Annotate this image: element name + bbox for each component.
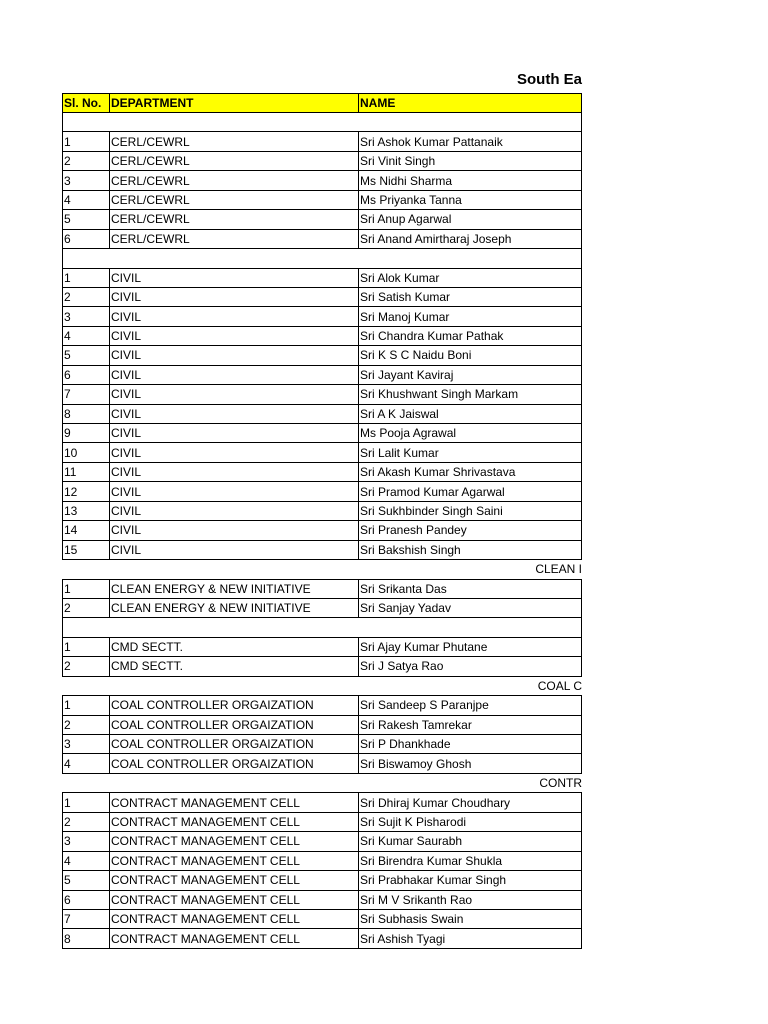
name-cell: Sri Lalit Kumar <box>360 445 439 460</box>
department-table <box>62 93 582 949</box>
department-cell: CONTRACT MANAGEMENT CELL <box>110 891 359 909</box>
sl-no-cell: 12 <box>63 482 110 500</box>
sl-no-cell: 5 <box>63 346 110 364</box>
table-row <box>62 657 582 676</box>
table-row <box>62 735 582 754</box>
department-cell: CONTRACT MANAGEMENT CELL <box>110 793 359 811</box>
name-cell: Sri P Dhankhade <box>360 737 451 752</box>
table-row <box>62 443 582 462</box>
department-cell: CERL/CEWRL <box>110 132 359 150</box>
name-cell: Sri Ashish Tyagi <box>360 931 446 946</box>
department-cell: COAL CONTROLLER ORGAIZATION <box>110 754 359 772</box>
name-cell: Sri Anup Agarwal <box>360 212 452 227</box>
blank-row <box>62 249 582 268</box>
section-banner-row <box>62 774 582 793</box>
table-row <box>62 191 582 210</box>
sl-no-cell: 4 <box>63 852 110 870</box>
name-cell: Sri Subhasis Swain <box>360 912 464 927</box>
department-cell: COAL CONTROLLER ORGAIZATION <box>110 696 359 714</box>
table-header-row <box>62 93 582 113</box>
department-cell: CIVIL <box>110 541 359 559</box>
table-row <box>62 891 582 910</box>
sl-no-cell: 8 <box>63 405 110 423</box>
name-cell: Sri Bakshish Singh <box>360 542 461 557</box>
table-row <box>62 832 582 851</box>
table-row <box>62 599 582 618</box>
department-cell: CONTRACT MANAGEMENT CELL <box>110 929 359 947</box>
header-name: NAME <box>360 96 396 110</box>
table-row <box>62 521 582 540</box>
name-cell: Sri Ajay Kumar Phutane <box>360 640 488 655</box>
name-cell: Sri Satish Kumar <box>360 290 451 305</box>
sl-no-cell: 1 <box>63 132 110 150</box>
table-row <box>62 171 582 190</box>
department-cell: CMD SECTT. <box>110 657 359 675</box>
table-row <box>62 269 582 288</box>
sl-no-cell: 6 <box>63 366 110 384</box>
name-cell: Sri Jayant Kaviraj <box>360 367 454 382</box>
sl-no-cell: 1 <box>63 580 110 598</box>
name-cell: Sri K S C Naidu Boni <box>360 348 472 363</box>
sl-no-cell: 3 <box>63 735 110 753</box>
section-banner-text: COAL C <box>537 678 582 693</box>
name-cell: Sri Akash Kumar Shrivastava <box>360 465 516 480</box>
department-cell: CMD SECTT. <box>110 638 359 656</box>
sl-no-cell: 15 <box>63 541 110 559</box>
table-row <box>62 638 582 657</box>
header-sl-no: Sl. No. <box>63 94 110 112</box>
sl-no-cell: 3 <box>63 307 110 325</box>
sl-no-cell: 4 <box>63 754 110 772</box>
sl-no-cell: 1 <box>63 793 110 811</box>
name-cell: Sri Pranesh Pandey <box>360 523 467 538</box>
name-cell: Sri Birendra Kumar Shukla <box>360 853 503 868</box>
name-cell: Sri Sanjay Yadav <box>360 601 451 616</box>
department-cell: CERL/CEWRL <box>110 171 359 189</box>
sl-no-cell: 11 <box>63 463 110 481</box>
name-cell: Sri Srikanta Das <box>360 581 447 596</box>
sl-no-cell: 2 <box>63 657 110 675</box>
table-row <box>62 132 582 151</box>
name-cell: Sri Sujit K Pisharodi <box>360 814 467 829</box>
department-cell: CIVIL <box>110 405 359 423</box>
sl-no-cell: 1 <box>63 269 110 287</box>
name-cell: Ms Pooja Agrawal <box>360 426 457 441</box>
department-cell: CLEAN ENERGY & NEW INITIATIVE <box>110 580 359 598</box>
table-row <box>62 580 582 599</box>
sl-no-cell: 2 <box>63 599 110 617</box>
department-cell: CIVIL <box>110 443 359 461</box>
department-cell: CIVIL <box>110 366 359 384</box>
table-row <box>62 813 582 832</box>
name-cell: Sri Ashok Kumar Pattanaik <box>360 134 503 149</box>
section-banner-text: CONTR <box>539 776 582 791</box>
table-row <box>62 346 582 365</box>
sl-no-cell: 7 <box>63 910 110 928</box>
sl-no-cell: 3 <box>63 832 110 850</box>
table-body <box>62 113 582 949</box>
table-row <box>62 230 582 249</box>
table-row <box>62 366 582 385</box>
table-row <box>62 405 582 424</box>
department-cell: CIVIL <box>110 463 359 481</box>
page-title: South Ea <box>517 71 583 88</box>
table-row <box>62 210 582 229</box>
section-banner-row <box>62 677 582 696</box>
table-row <box>62 852 582 871</box>
name-cell: Ms Priyanka Tanna <box>360 192 462 207</box>
table-row <box>62 463 582 482</box>
name-cell: Sri Pramod Kumar Agarwal <box>360 484 505 499</box>
table-row <box>62 327 582 346</box>
table-row <box>62 307 582 326</box>
sl-no-cell: 14 <box>63 521 110 539</box>
sl-no-cell: 1 <box>63 696 110 714</box>
sl-no-cell: 2 <box>63 152 110 170</box>
name-cell: Ms Nidhi Sharma <box>360 173 453 188</box>
name-cell: Sri J Satya Rao <box>360 659 444 674</box>
sl-no-cell: 2 <box>63 288 110 306</box>
name-cell: Sri Kumar Saurabh <box>360 834 463 849</box>
sl-no-cell: 5 <box>63 210 110 228</box>
sl-no-cell: 5 <box>63 871 110 889</box>
table-row <box>62 424 582 443</box>
sl-no-cell: 3 <box>63 171 110 189</box>
table-row <box>62 502 582 521</box>
sl-no-cell: 10 <box>63 443 110 461</box>
name-cell: Sri Manoj Kumar <box>360 309 450 324</box>
sl-no-cell: 7 <box>63 385 110 403</box>
table-row <box>62 716 582 735</box>
name-cell: Sri Dhiraj Kumar Choudhary <box>360 795 511 810</box>
department-cell: CERL/CEWRL <box>110 230 359 248</box>
department-cell: CIVIL <box>110 346 359 364</box>
department-cell: CERL/CEWRL <box>110 191 359 209</box>
sl-no-cell: 8 <box>63 929 110 947</box>
department-cell: CIVIL <box>110 327 359 345</box>
department-cell: CERL/CEWRL <box>110 152 359 170</box>
name-cell: Sri A K Jaiswal <box>360 406 439 421</box>
name-cell: Sri Sukhbinder Singh Saini <box>360 503 503 518</box>
department-cell: CLEAN ENERGY & NEW INITIATIVE <box>110 599 359 617</box>
table-row <box>62 910 582 929</box>
name-cell: Sri Alok Kumar <box>360 270 440 285</box>
table-row <box>62 385 582 404</box>
name-cell: Sri Prabhakar Kumar Singh <box>360 873 507 888</box>
department-cell: CIVIL <box>110 502 359 520</box>
table-row <box>62 482 582 501</box>
department-cell: CONTRACT MANAGEMENT CELL <box>110 813 359 831</box>
department-cell: CIVIL <box>110 385 359 403</box>
department-cell: COAL CONTROLLER ORGAIZATION <box>110 735 359 753</box>
department-cell: CONTRACT MANAGEMENT CELL <box>110 871 359 889</box>
sl-no-cell: 1 <box>63 638 110 656</box>
department-cell: CIVIL <box>110 424 359 442</box>
blank-row <box>62 618 582 637</box>
department-cell: COAL CONTROLLER ORGAIZATION <box>110 716 359 734</box>
table-row <box>62 152 582 171</box>
table-row <box>62 871 582 890</box>
section-banner-row <box>62 560 582 579</box>
sl-no-cell: 9 <box>63 424 110 442</box>
name-cell: Sri Khushwant Singh Markam <box>360 387 519 402</box>
name-cell: Sri Chandra Kumar Pathak <box>360 329 504 344</box>
department-cell: CERL/CEWRL <box>110 210 359 228</box>
table-row <box>62 541 582 560</box>
table-row <box>62 288 582 307</box>
table-row <box>62 793 582 812</box>
sl-no-cell: 4 <box>63 327 110 345</box>
sl-no-cell: 2 <box>63 716 110 734</box>
table-row <box>62 929 582 948</box>
department-cell: CIVIL <box>110 269 359 287</box>
department-cell: CONTRACT MANAGEMENT CELL <box>110 852 359 870</box>
name-cell: Sri Anand Amirtharaj Joseph <box>360 231 512 246</box>
department-cell: CONTRACT MANAGEMENT CELL <box>110 832 359 850</box>
name-cell: Sri Rakesh Tamrekar <box>360 717 472 732</box>
department-cell: CIVIL <box>110 482 359 500</box>
table-row <box>62 696 582 715</box>
sl-no-cell: 13 <box>63 502 110 520</box>
name-cell: Sri M V Srikanth Rao <box>360 892 473 907</box>
sl-no-cell: 2 <box>63 813 110 831</box>
table-row <box>62 754 582 773</box>
blank-row <box>62 113 582 132</box>
sl-no-cell: 6 <box>63 230 110 248</box>
name-cell: Sri Vinit Singh <box>360 154 436 169</box>
name-cell: Sri Sandeep S Paranjpe <box>360 698 489 713</box>
sl-no-cell: 6 <box>63 891 110 909</box>
department-cell: CIVIL <box>110 521 359 539</box>
name-cell: Sri Biswamoy Ghosh <box>360 756 472 771</box>
sl-no-cell: 4 <box>63 191 110 209</box>
section-banner-text: CLEAN I <box>535 562 582 577</box>
department-cell: CIVIL <box>110 307 359 325</box>
header-department: DEPARTMENT <box>110 94 359 112</box>
department-cell: CONTRACT MANAGEMENT CELL <box>110 910 359 928</box>
department-cell: CIVIL <box>110 288 359 306</box>
